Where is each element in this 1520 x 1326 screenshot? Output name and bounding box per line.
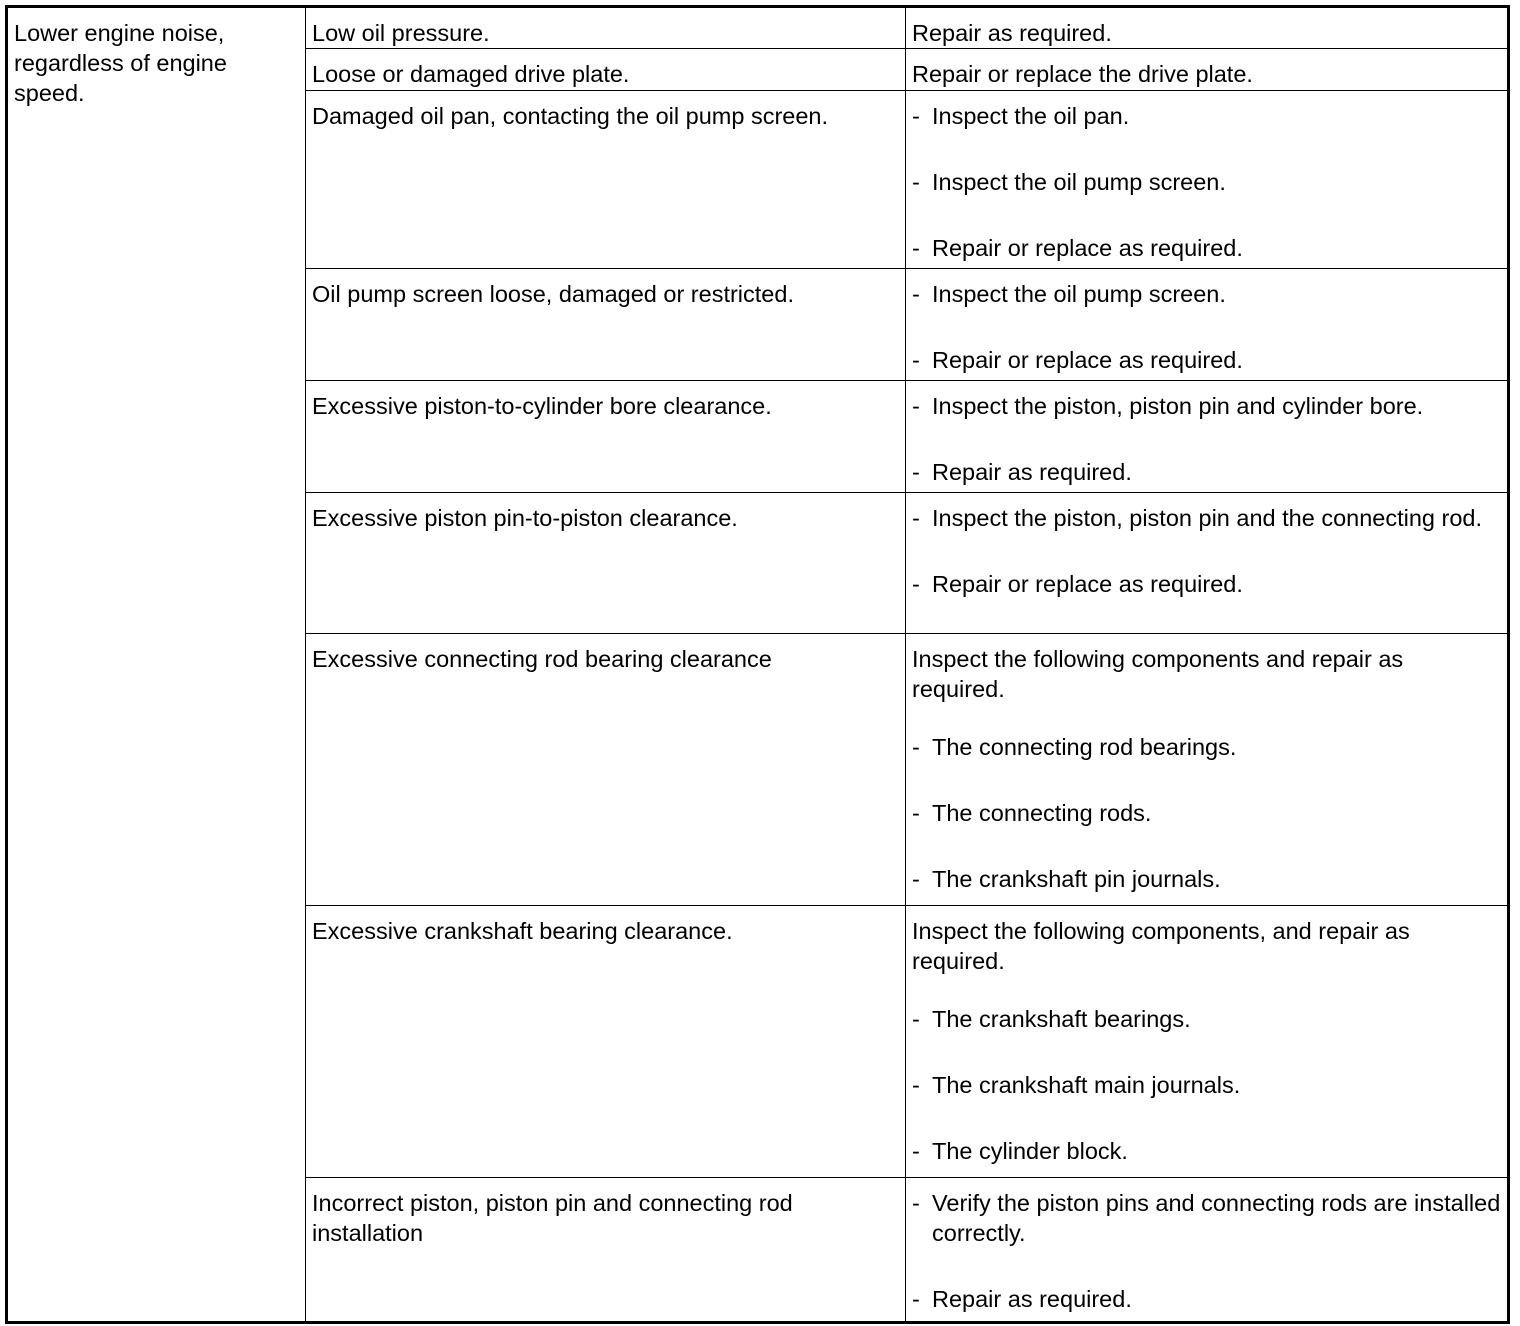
action-step: - Repair as required. (912, 1286, 1132, 1312)
action-cell (906, 269, 1509, 381)
cause-text: Loose or damaged drive plate. (312, 61, 630, 87)
cause-cell (306, 493, 906, 634)
action-cell (906, 634, 1509, 906)
action-step-list (912, 279, 1501, 375)
action-step: - The crankshaft main journals. (912, 1072, 1241, 1098)
action-step: - Repair or replace as required. (912, 235, 1243, 261)
cause-text: Excessive crankshaft bearing clearance. (312, 918, 733, 944)
action-step: - The cylinder block. (912, 1138, 1128, 1164)
action-cell (906, 381, 1509, 493)
action-cell (906, 91, 1509, 269)
action-text: Repair as required. (912, 20, 1112, 46)
action-cell (906, 493, 1509, 634)
cause-text: Incorrect piston, piston pin and connecting rod installation (312, 1190, 793, 1246)
symptom-cell (7, 7, 306, 1323)
action-intro: Inspect the following components, and repair as required. (912, 918, 1410, 974)
action-cell (906, 49, 1509, 91)
cause-cell (306, 269, 906, 381)
action-step-list (912, 732, 1501, 894)
cause-text: Excessive piston pin-to-piston clearance. (312, 505, 738, 531)
action-step: - Inspect the oil pump screen. (912, 281, 1226, 307)
action-step-list (912, 1004, 1501, 1166)
action-step: - Repair as required. (912, 459, 1132, 485)
cause-cell (306, 49, 906, 91)
action-text: Repair or replace the drive plate. (912, 61, 1253, 87)
action-step: - The crankshaft bearings. (912, 1006, 1191, 1032)
action-step-list (912, 391, 1501, 487)
action-step-list (912, 1188, 1501, 1314)
diagnostic-table (5, 5, 1510, 1324)
cause-text: Low oil pressure. (312, 20, 490, 46)
action-step: - Repair or replace as required. (912, 571, 1243, 597)
cause-cell (306, 7, 906, 49)
cause-cell (306, 906, 906, 1178)
cause-cell (306, 1178, 906, 1323)
cause-cell (306, 634, 906, 906)
action-step-list (912, 503, 1501, 599)
table-row (7, 7, 1509, 49)
cause-text: Excessive piston-to-cylinder bore clearance. (312, 393, 772, 419)
action-step: - The crankshaft pin journals. (912, 866, 1221, 892)
action-step: - Inspect the oil pan. (912, 103, 1130, 129)
action-step: - Repair or replace as required. (912, 347, 1243, 373)
action-cell (906, 7, 1509, 49)
cause-text: Damaged oil pan, contacting the oil pump screen. (312, 103, 829, 129)
action-step-list (912, 101, 1501, 263)
action-step: - Verify the piston pins and connecting rods are installed correctly. (912, 1190, 1501, 1246)
action-step: - Inspect the piston, piston pin and the connecting rod. (912, 505, 1483, 531)
action-cell (906, 1178, 1509, 1323)
action-intro: Inspect the following components and repair as required. (912, 646, 1404, 702)
cause-cell (306, 381, 906, 493)
action-step: - Inspect the oil pump screen. (912, 169, 1226, 195)
action-step: - Inspect the piston, piston pin and cylinder bore. (912, 393, 1424, 419)
cause-text: Excessive connecting rod bearing clearance (312, 646, 772, 672)
cause-text: Oil pump screen loose, damaged or restricted. (312, 281, 794, 307)
cause-cell (306, 91, 906, 269)
symptom-text: Lower engine noise, regardless of engine speed. (14, 20, 227, 106)
action-step: - The connecting rod bearings. (912, 734, 1237, 760)
action-step: - The connecting rods. (912, 800, 1152, 826)
action-cell (906, 906, 1509, 1178)
